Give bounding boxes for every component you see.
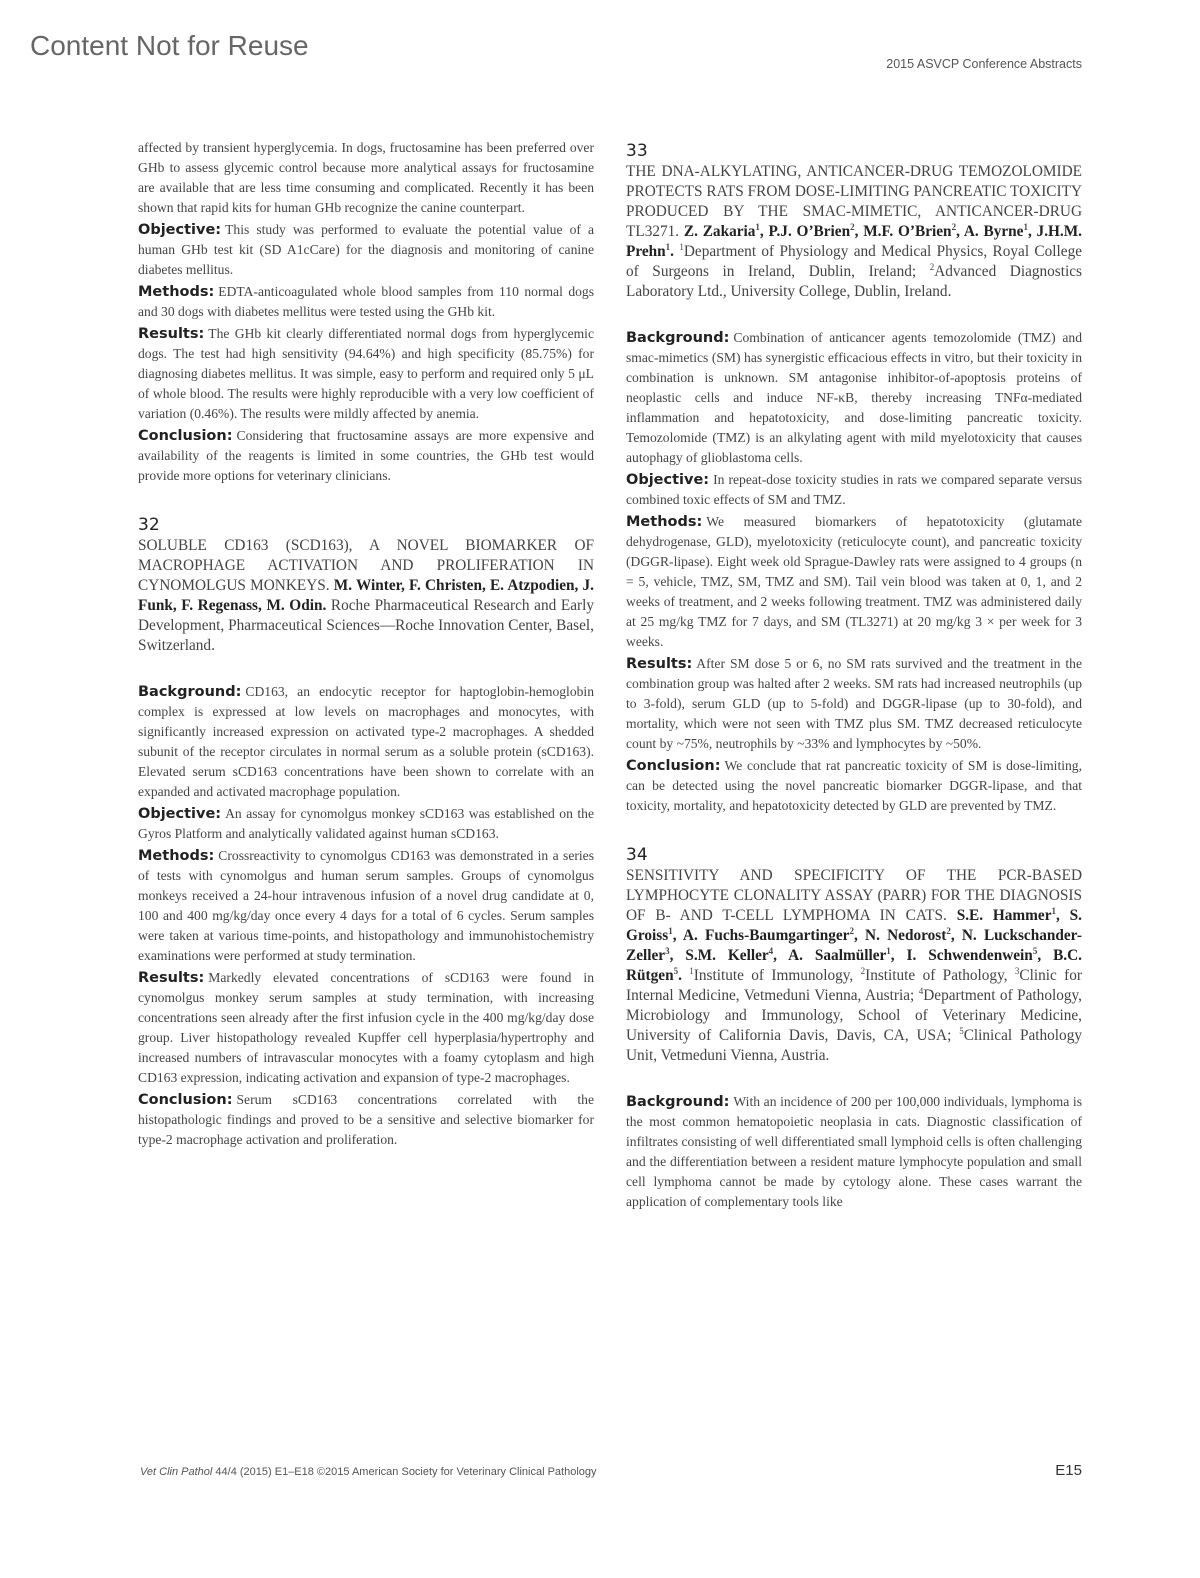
affiliation-marker: 1 bbox=[668, 925, 673, 936]
title-text: Clinical Pathology Unit, Vetmeduni Vienna, Austria. bbox=[626, 1027, 1082, 1064]
watermark: Content Not for Reuse bbox=[30, 30, 309, 61]
running-head: 2015 ASVCP Conference Abstracts bbox=[886, 57, 1082, 71]
affiliation-marker: 2 bbox=[849, 925, 854, 936]
abstract-section bbox=[138, 1090, 594, 1150]
section-label: Background: bbox=[138, 684, 242, 700]
author-names: Z. Zakaria bbox=[683, 223, 756, 240]
abstract-section bbox=[138, 846, 594, 966]
author-names: , A. Fuchs-Baumgartinger bbox=[672, 927, 850, 944]
author-names: S.E. Hammer bbox=[956, 907, 1052, 924]
abstract-section bbox=[626, 328, 1082, 468]
section-text: Combination of anticancer agents temozolomide (TMZ) and smac-mimetics (SM) has synergistic efficacious effects in vitro, but their toxicity in combination is unknown. SM antagonise inhibitor-of-apoptosis proteins of neoplastic cells and induce NF-κB, thereby increasing TNFα-mediated inflammation and hepatotoxicity, and dose-limiting pancreatic toxicity. Temozolomide (TMZ) is an alkylating agent with mild myelotoxicity that causes autophagy of glioblastoma cells. bbox=[626, 330, 1082, 465]
author-names: , J.H.M. Prehn bbox=[626, 223, 1083, 260]
abstract-body bbox=[626, 1092, 1082, 1212]
abstract-section bbox=[626, 512, 1082, 652]
abstract-section bbox=[138, 282, 594, 322]
affiliation-marker: 1 bbox=[679, 241, 684, 252]
title-text: Department of Pathology, Microbiology and Immunology, School of Veterinary Medicine, University of California Davis, Davis, CA, USA; bbox=[626, 987, 1083, 1044]
section-text: After SM dose 5 or 6, no SM rats survived and the treatment in the combination group was halted after 2 weeks. SM rats had increased neutrophils (up to 3-fold), serum GLD (up to 5-fold) and DGGR-lipase (up to 30-fold), and mortality, which were not seen with TMZ plus SM. TMZ decreased reticulocyte count by ~75%, neutrophils by ~33% and lymphocytes by ~50%. bbox=[626, 656, 1082, 751]
author-names: , A. Byrne bbox=[956, 223, 1024, 240]
author-names: , B.C. Rütgen bbox=[626, 947, 1082, 984]
affiliation-marker: 3 bbox=[665, 945, 670, 956]
abstract-number: 33 bbox=[626, 141, 648, 161]
affiliation-marker: 4 bbox=[768, 945, 774, 956]
abstract-section bbox=[626, 1092, 1082, 1212]
title-text: SENSITIVITY AND SPECIFICITY OF THE PCR-BASED LYMPHOCYTE CLONALITY ASSAY (PARR) FOR THE DIAGNOSIS OF B- AND T-CELL LYMPHOMA IN CATS. bbox=[626, 867, 1082, 924]
abstract-34 bbox=[626, 844, 1082, 1212]
author-names: , I. Schwendenwein bbox=[890, 947, 1033, 964]
abstract-section bbox=[138, 426, 594, 486]
section-label: Conclusion: bbox=[138, 428, 233, 444]
section-label: Conclusion: bbox=[626, 758, 721, 774]
section-text: In repeat-dose toxicity studies in rats we compared separate versus combined toxic effects of SM and TMZ. bbox=[626, 472, 1082, 507]
abstract-section bbox=[626, 654, 1082, 754]
abstract-32 bbox=[138, 514, 594, 1150]
abstract-33 bbox=[626, 140, 1082, 816]
author-names: , M.F. O’Brien bbox=[854, 223, 952, 240]
affiliation-marker: 3 bbox=[1014, 965, 1020, 976]
title-text: Roche Pharmaceutical Research and Early Development, Pharmaceutical Sciences—Roche Innovation Center, Basel, Switzerland. bbox=[138, 597, 594, 654]
title-text: Advanced Diagnostics Laboratory Ltd., University College, Dublin, Ireland. bbox=[626, 263, 1083, 300]
affiliation-marker: 1 bbox=[689, 965, 694, 976]
left-column bbox=[138, 138, 594, 1178]
abstract-section bbox=[138, 804, 594, 844]
affiliation-marker: 1 bbox=[886, 945, 891, 956]
page-number: E15 bbox=[1055, 1462, 1082, 1479]
section-text: Serum sCD163 concentrations correlated with the histopathologic findings and proved to be a sensitive and selective biomarker for type-2 macrophage activation and proliferation. bbox=[138, 1092, 594, 1147]
abstract-number: 34 bbox=[626, 845, 648, 865]
affiliation-marker: 5 bbox=[673, 965, 679, 976]
section-label: Background: bbox=[626, 330, 730, 346]
section-label: Methods: bbox=[138, 284, 215, 300]
affiliation-marker: 4 bbox=[918, 985, 924, 996]
affiliation-marker: 2 bbox=[946, 925, 951, 936]
continued-abstract bbox=[138, 138, 594, 486]
affiliation-marker: 5 bbox=[1032, 945, 1038, 956]
affiliation-marker: 1 bbox=[1023, 221, 1028, 232]
author-names: , P.J. O’Brien bbox=[759, 223, 851, 240]
title-text: Institute of Immunology, bbox=[693, 967, 861, 984]
title-text: Clinic for Internal Medicine, Vetmeduni Vienna, Austria; bbox=[626, 967, 1082, 1004]
section-text: The GHb kit clearly differentiated normal dogs from hyperglycemic dogs. The test had high sensitivity (94.64%) and high specificity (85.75%) for diagnosing diabetes mellitus. It was simple, easy to perform and required only 5 μL of whole blood. The results were highly reproducible with a very low coefficient of variation (0.46%). The results were mildly affected by anemia. bbox=[138, 326, 594, 421]
author-names: . bbox=[670, 243, 674, 260]
title-text: THE DNA-ALKYLATING, ANTICANCER-DRUG TEMOZOLOMIDE PROTECTS RATS FROM DOSE-LIMITING PANCREATIC TOXICITY PRODUCED BY THE SMAC-MIMETIC, ANTICANCER-DRUG TL3271. bbox=[626, 163, 1082, 240]
author-names: , A. Saalmüller bbox=[773, 947, 887, 964]
affiliation-marker: 2 bbox=[951, 221, 957, 232]
abstract-title-authors bbox=[626, 866, 1082, 1066]
author-names: , S. Groiss bbox=[626, 907, 1082, 944]
abstract-section bbox=[138, 220, 594, 280]
section-text: We conclude that rat pancreatic toxicity of SM is dose-limiting, can be detected using the novel pancreatic biomarker DGGR-lipase, and that toxicity, mortality, and hepatotoxicity detected by GLD are prevented by TMZ. bbox=[626, 758, 1082, 813]
journal-name: Vet Clin Pathol bbox=[140, 1466, 213, 1478]
abstract-title-authors bbox=[626, 162, 1082, 302]
section-text: We measured biomarkers of hepatotoxicity (glutamate dehydrogenase, GLD), myelotoxicity (reticulocyte count), and pancreatic toxicity (DGGR-lipase). Eight week old Sprague-Dawley rats were assigned to 4 groups (n = 5, vehicle, TMZ, SM, TMZ and SM). Tail vein blood was taken at 0, 1, and 2 weeks of treatment, and 2 weeks following treatment. TMZ was administered daily at 25 mg/kg TMZ for 7 days, and SM (TL3271) at 20 mg/kg 3 × per week for 3 weeks. bbox=[626, 514, 1082, 649]
author-names: . bbox=[678, 967, 682, 984]
section-text: An assay for cynomolgus monkey sCD163 was established on the Gyros Platform and analytically validated against human sCD163. bbox=[138, 806, 594, 841]
section-label: Methods: bbox=[626, 514, 703, 530]
section-label: Results: bbox=[626, 656, 693, 672]
affiliation-marker: 5 bbox=[959, 1025, 964, 1036]
section-text: With an incidence of 200 per 100,000 individuals, lymphoma is the most common hematopoietic neoplasia in cats. Diagnostic classification of infiltrates consisting of well differentiated small lymphoid cells is often challenging and the differentiation between a resident mature lymphocyte population and small cell lymphoma cannot be made by cytology alone. These cases warrant the application of complementary tools like bbox=[626, 1094, 1082, 1209]
affiliation-marker: 1 bbox=[755, 221, 760, 232]
title-text: SOLUBLE CD163 (SCD163), A NOVEL BIOMARKER OF MACROPHAGE ACTIVATION AND PROLIFERATION IN CYNOMOLGUS MONKEYS. bbox=[138, 537, 594, 594]
right-column bbox=[626, 140, 1082, 1240]
section-label: Conclusion: bbox=[138, 1092, 233, 1108]
abstract-section bbox=[626, 756, 1082, 816]
section-label: Methods: bbox=[138, 848, 215, 864]
citation-text: 44/4 (2015) E1–E18 ©2015 American Society for Veterinary Clinical Pathology bbox=[212, 1466, 597, 1478]
title-text: Department of Physiology and Medical Physics, Royal College of Surgeons in Ireland, Dublin, Ireland; bbox=[626, 243, 1083, 280]
abstract-title-authors bbox=[138, 536, 594, 656]
section-label: Objective: bbox=[138, 222, 222, 238]
affiliation-marker: 2 bbox=[929, 261, 935, 272]
author-names: , N. Nedorost bbox=[853, 927, 947, 944]
author-names: M. Winter, F. Christen, E. Atzpodien, J. Funk, F. Regenass, M. Odin. bbox=[138, 577, 594, 614]
affiliation-marker: 2 bbox=[850, 221, 855, 232]
section-text: EDTA-anticoagulated whole blood samples from 110 normal dogs and 30 dogs with diabetes mellitus were tested using the GHb kit. bbox=[138, 284, 594, 319]
section-text: affected by transient hyperglycemia. In dogs, fructosamine has been preferred over GHb to assess glycemic control because more analytical assays for fructosamine are available that are less time consuming and complicated. Recently it has been shown that rapid kits for human GHb recognize the canine counterpart. bbox=[138, 140, 594, 215]
section-label: Background: bbox=[626, 1094, 730, 1110]
section-text: Crossreactivity to cynomolgus CD163 was demonstrated in a series of tests with cynomolgus and human serum samples. Groups of cynomolgus monkeys received a 24-hour intravenous infusion of a novel drug candidate at 0, 100 and 400 mg/kg/day once every 4 days for a total of 6 cycles. Serum samples were taken at various time-points, and histopathology and immunohistochemistry examinations were performed at study termination. bbox=[138, 848, 594, 963]
abstract-section bbox=[626, 470, 1082, 510]
abstract-section bbox=[138, 138, 594, 218]
footer-citation bbox=[140, 1466, 597, 1478]
affiliation-marker: 1 bbox=[1051, 905, 1056, 916]
author-names: , N. Luckschander-Zeller bbox=[626, 927, 1082, 964]
section-label: Objective: bbox=[626, 472, 710, 488]
section-text: Markedly elevated concentrations of sCD163 were found in cynomolgus monkey serum samples at study termination, with increasing concentrations seen already after the first infusion cycle in the 400 mg/kg/day dose group. Liver histopathology revealed Kupffer cell hyperplasia/hypertrophy and increased numbers of intravascular monocytes with a foamy cytoplasm and high CD163 expression, indicating activation and expansion of type-2 macrophages. bbox=[138, 970, 594, 1085]
abstract-number: 32 bbox=[138, 515, 160, 535]
author-names: , S.M. Keller bbox=[669, 947, 769, 964]
section-label: Results: bbox=[138, 970, 205, 986]
abstract-body bbox=[626, 328, 1082, 816]
abstract-section bbox=[138, 968, 594, 1088]
section-label: Objective: bbox=[138, 806, 222, 822]
affiliation-marker: 2 bbox=[860, 965, 866, 976]
section-text: CD163, an endocytic receptor for haptoglobin-hemoglobin complex is expressed at low levels on macrophages and monocytes, with significantly increased expression on activated type-2 macrophages. A shedded subunit of the receptor circulates in normal serum as a soluble protein (sCD163). Elevated serum sCD163 concentrations have been shown to correlate with an expanded and activated macrophage population. bbox=[138, 684, 594, 799]
abstract-section bbox=[138, 682, 594, 802]
affiliation-marker: 1 bbox=[665, 241, 671, 252]
section-label: Results: bbox=[138, 326, 205, 342]
title-text: Institute of Pathology, bbox=[865, 967, 1015, 984]
abstract-body bbox=[138, 682, 594, 1150]
section-text: Considering that fructosamine assays are more expensive and availability of the reagents is limited in some countries, the GHb test would provide more options for veterinary clinicians. bbox=[138, 428, 594, 483]
section-text: This study was performed to evaluate the potential value of a human GHb test kit (SD A1cCare) for the diagnosis and monitoring of canine diabetes mellitus. bbox=[138, 222, 594, 277]
abstract-section bbox=[138, 324, 594, 424]
